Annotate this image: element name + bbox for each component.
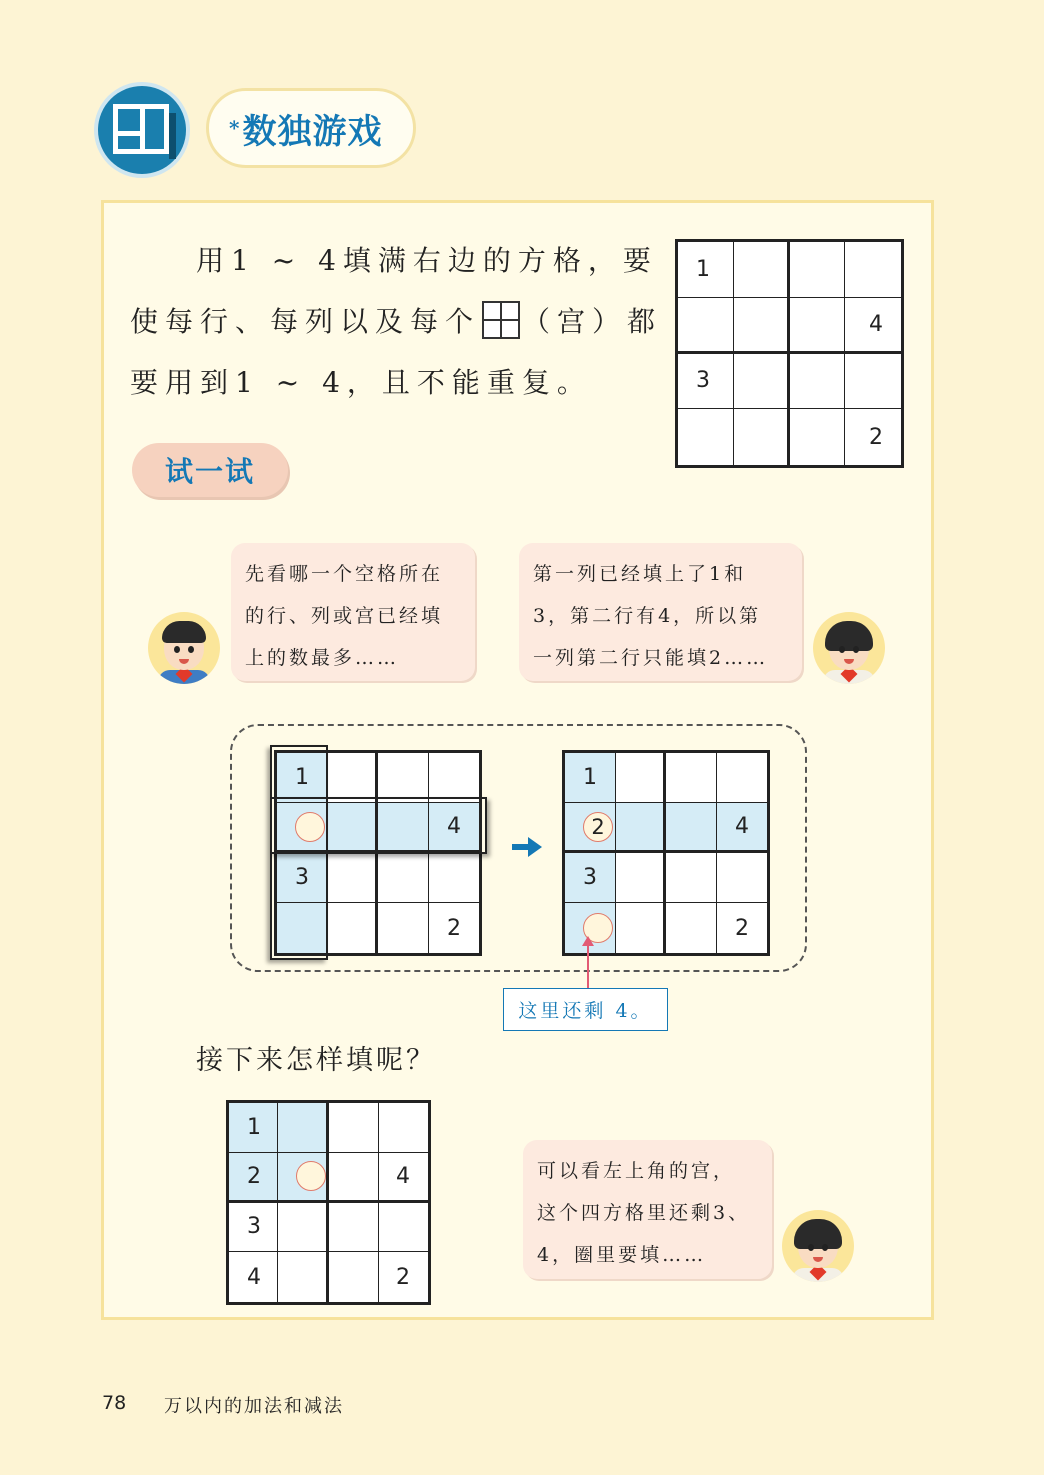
cell-value: 4 [395,1163,410,1189]
grid-cell [329,1203,378,1253]
boy-speech-bubble [231,543,475,681]
grid-cell [666,753,717,803]
section-badge [98,86,186,174]
grid-cell [378,903,429,953]
pointer-arrowhead [582,936,594,946]
grid-cell [678,298,734,354]
intro-line-3: 要用到1 ~ 4，且不能重复。 [130,366,592,399]
cell-value: 2 [247,1163,261,1189]
bubble-line: 4，圈里要填…… [537,1244,707,1266]
grid-cell [845,409,901,465]
cell-value: 2 [447,915,461,941]
cell-value: 2 [869,424,883,450]
step2-grid [562,750,770,956]
grid-cell [845,242,901,298]
grid-cell [616,753,667,803]
cell-value: 1 [583,765,597,790]
grid-cell [734,242,790,298]
cell-value: 3 [583,865,597,890]
answer-circle [296,1161,326,1191]
intro-line-1: 用1 ~ 4填满右边的方格，要 [196,244,658,277]
question-text: 接下来怎样填呢？ [196,1045,436,1076]
cell-value: 3 [295,865,309,890]
cell-value: 2 [735,915,749,941]
grid-cell [717,853,768,903]
bubble-line: 的行、列或宫已经填 [245,605,444,627]
grid-cell [278,1203,329,1253]
cell-value: 4 [735,814,749,839]
grid-cell [666,903,717,953]
intro-line-2a: 使每行、每列以及每个 [130,305,481,338]
grid-cell [734,409,790,465]
grid-cell [379,1103,428,1153]
palace-box-icon [482,301,520,339]
grid-cell [429,853,480,903]
grid-cell [666,853,717,903]
girl-speech-bubble-2 [523,1140,772,1279]
grid-cell [790,409,846,465]
grid-cell [329,1153,378,1203]
intro-line-2 [130,291,663,352]
girl-avatar-2 [782,1210,854,1282]
boy-avatar [148,612,220,684]
page-title [206,88,416,168]
grid-cell [278,1103,329,1153]
bubble-line: 第一列已经填上了1和 [533,563,747,585]
grid-cell [329,1252,378,1302]
grid-cell [229,1153,278,1203]
step3-grid [226,1100,431,1305]
grid-cell [328,753,379,803]
grid-cell [229,1252,278,1302]
intro-line-2b: （宫）都 [522,305,663,338]
cell-value: 4 [869,311,883,337]
cell-value: 3 [696,368,710,394]
bubble-line: 一列第二行只能填2…… [533,647,769,669]
hint-note: 这里还剩 4。 [503,988,668,1031]
cell-value: 1 [295,765,309,790]
chapter-title: 万以内的加法和减法 [164,1396,344,1417]
grid-cell [379,1252,428,1302]
grid-cell [278,1153,329,1203]
grid-cell [717,753,768,803]
grid-cell [678,354,734,410]
pointer-line [587,940,589,990]
grid-cell [565,853,616,903]
cell-value: 3 [247,1214,261,1240]
grid-cell [790,298,846,354]
grid-cell [734,298,790,354]
bubble-line: 先看哪一个空格所在 [245,563,444,585]
grid-cell [717,903,768,953]
title-text: 数独游戏 [242,111,383,152]
bubble-line: 3，第二行有4，所以第 [533,605,762,627]
grid-cell [379,1153,428,1203]
four-square-icon [113,104,169,154]
cell-value: 1 [696,256,710,282]
intro-text [130,230,663,413]
grid-cell [329,1103,378,1153]
girl-speech-bubble-1 [519,543,802,681]
right-arrow-icon [512,836,542,858]
grid-cell [790,242,846,298]
grid-cell [565,753,616,803]
grid-cell [378,853,429,903]
grid-cell [429,753,480,803]
grid-cell [616,853,667,903]
answer-circle: 2 [583,812,613,842]
puzzle-grid [675,239,904,468]
grid-cell [666,803,717,853]
title-mark: * [229,116,241,140]
try-label: 试一试 [132,443,288,497]
bubble-line: 上的数最多…… [245,647,400,669]
grid-cell [678,409,734,465]
girl-avatar [813,612,885,684]
grid-cell [429,903,480,953]
page-number: 78 [102,1392,127,1414]
cell-value: 4 [447,814,461,839]
row-highlight [270,797,487,854]
grid-cell [845,354,901,410]
grid-cell [678,242,734,298]
grid-cell [717,803,768,853]
grid-cell [378,753,429,803]
cell-value: 2 [395,1264,410,1290]
bubble-line: 这个四方格里还剩3、 [537,1202,751,1224]
bubble-line: 可以看左上角的宫， [537,1160,736,1182]
grid-cell [229,1103,278,1153]
grid-cell [790,354,846,410]
cell-value: 1 [247,1114,261,1140]
grid-cell [328,903,379,953]
grid-cell [278,1252,329,1302]
grid-cell [565,803,616,853]
cell-value: 4 [247,1264,261,1290]
grid-cell [734,354,790,410]
grid-cell [328,853,379,903]
grid-cell [616,903,667,953]
grid-cell [229,1203,278,1253]
grid-cell [845,298,901,354]
grid-cell [379,1203,428,1253]
grid-cell [616,803,667,853]
